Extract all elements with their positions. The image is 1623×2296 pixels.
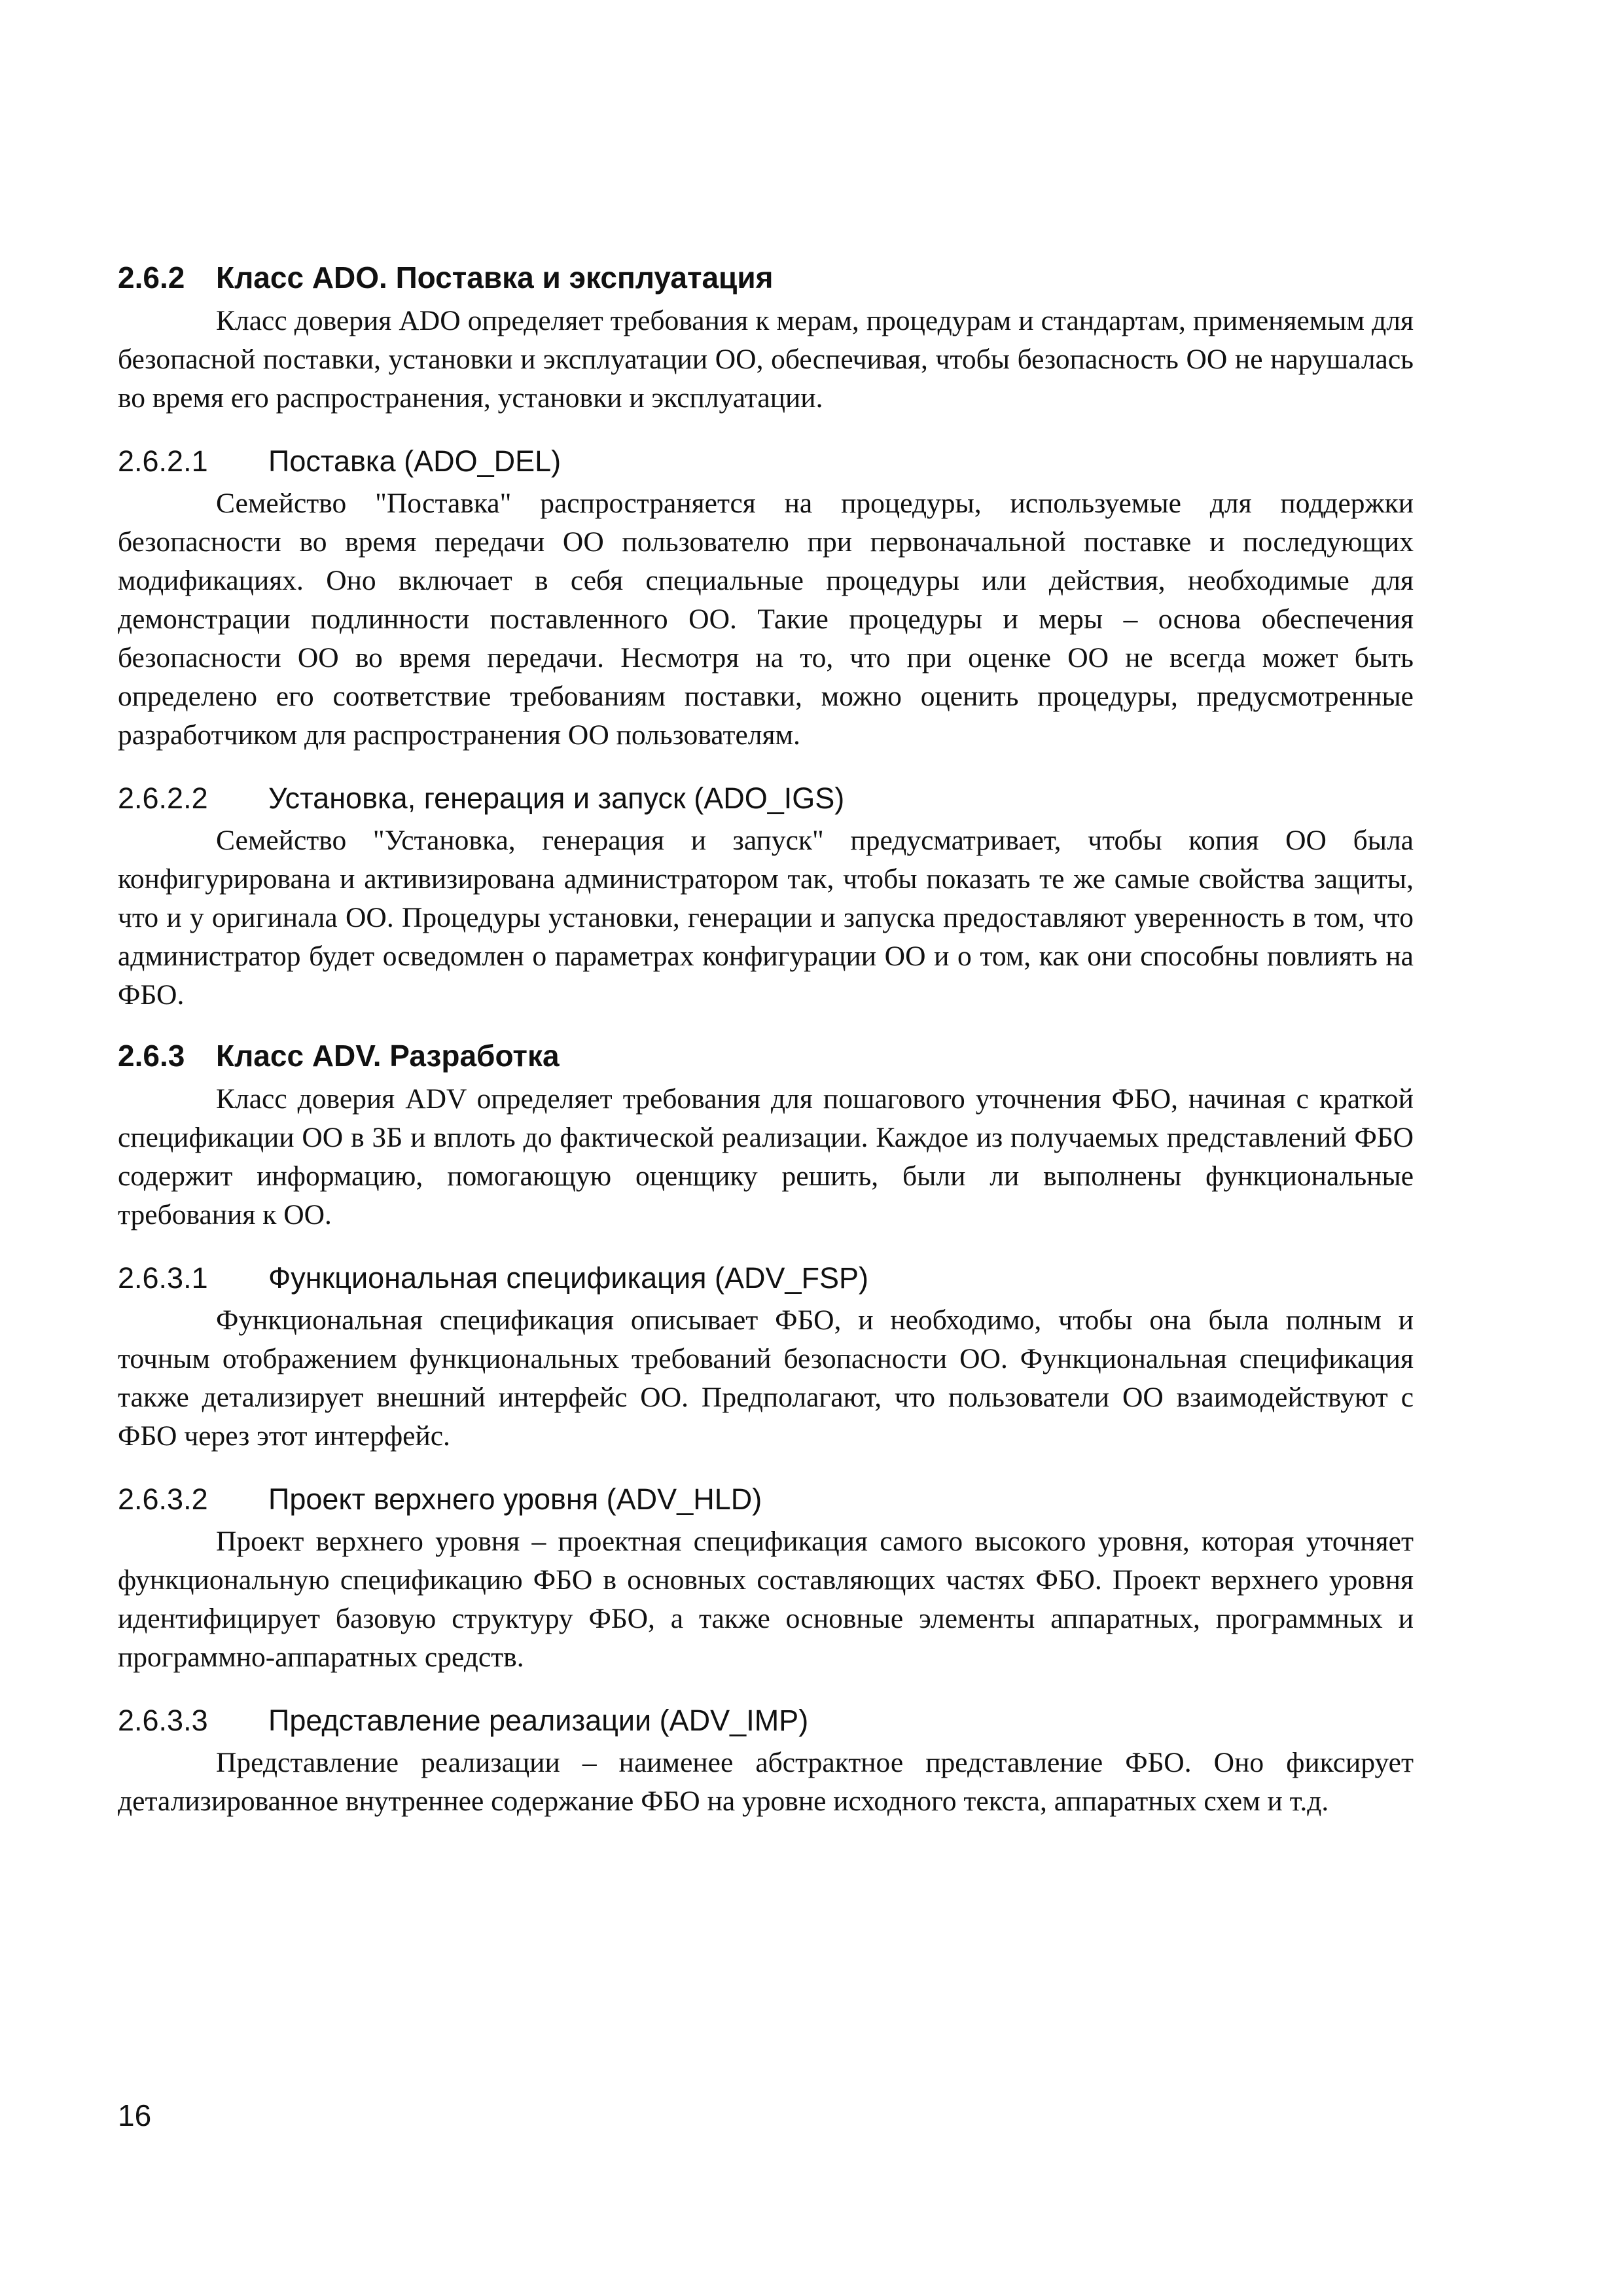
section-number: 2.6.3 (118, 1039, 185, 1073)
section-number: 2.6.2 (118, 260, 185, 295)
subsection-title: Представление реализации (ADV_IMP) (268, 1704, 809, 1737)
section-title: Класс ADO. Поставка и эксплуатация (216, 260, 774, 295)
subsection-heading-2-6-3-3 (118, 1702, 1414, 1740)
subsection-number: 2.6.2.1 (118, 444, 208, 478)
subsection-title: Установка, генерация и запуск (ADO_IGS) (268, 781, 845, 815)
subsection-paragraph-2-6-2-1: Семейство "Поставка" распространяется на процедуры, используемые для поддержки безопасности во время передачи ОО пользователю при первоначальной поставке и последующих модификациях. Оно включает в себя специальные процедуры или действия, необходимые для демонстрации подлинности поставленного ОО. Такие процедуры и меры – основа обеспечения безопасности ОО во время передачи. Несмотря на то, что при оценке ОО не всегда может быть определено его соответствие требованиям поставки, можно оценить процедуры, предусмотренные разработчиком для распространения ОО пользователям. (118, 488, 1414, 751)
subsection-paragraph-2-6-2-2: Семейство "Установка, генерация и запуск" предусматривает, чтобы копия ОО была конфигурирована и активизирована администратором так, чтобы показать те же самые свойства защиты, что и у оригинала ОО. Процедуры установки, генерации и запуска предоставляют уверенность в том, что администратор будет осведомлен о параметрах конфигурации ОО и о том, как они способны повлиять на ФБО. (118, 825, 1414, 1011)
section-paragraph-2-6-3: Класс доверия ADV определяет требования для пошагового уточнения ФБО, начиная с краткой спецификации ОО в ЗБ и вплоть до фактической реализации. Каждое из получаемых представлений ФБО содержит информацию, помогающую оценщику решить, были ли выполнены функциональные требования к ОО. (118, 1083, 1414, 1230)
subsection-heading-2-6-2-1 (118, 442, 1414, 480)
subsection-title: Функциональная спецификация (ADV_FSP) (268, 1261, 869, 1295)
subsection-paragraph-2-6-3-1: Функциональная спецификация описывает ФБО, и необходимо, чтобы она была полным и точным отображением функциональных требований безопасности ОО. Функциональная спецификация также детализирует внешний интерфейс ОО. Предполагают, что пользователи ОО взаимодействуют с ФБО через этот интерфейс. (118, 1304, 1414, 1452)
subsection-number: 2.6.2.2 (118, 781, 208, 815)
subsection-heading-2-6-2-2 (118, 780, 1414, 817)
subsection-number: 2.6.3.2 (118, 1482, 208, 1516)
subsection-title: Поставка (ADO_DEL) (268, 444, 562, 478)
section-heading-2-6-2 (118, 259, 1414, 296)
section-heading-2-6-3 (118, 1037, 1414, 1075)
document-page (118, 259, 1414, 1821)
section-title: Класс ADV. Разработка (216, 1039, 560, 1073)
subsection-number: 2.6.3.1 (118, 1261, 208, 1295)
subsection-paragraph-2-6-3-3: Представление реализации – наименее абстрактное представление ФБО. Оно фиксирует детализированное внутреннее содержание ФБО на уровне исходного текста, аппаратных схем и т.д. (118, 1747, 1414, 1817)
subsection-heading-2-6-3-2 (118, 1480, 1414, 1518)
subsection-paragraph-2-6-3-2: Проект верхнего уровня – проектная спецификация самого высокого уровня, которая уточняет функциональную спецификацию ФБО в основных составляющих частях ФБО. Проект верхнего уровня идентифицирует базовую структуру ФБО, а также основные элементы аппаратных, программных и программно-аппаратных средств. (118, 1526, 1414, 1673)
section-paragraph-2-6-2: Класс доверия ADO определяет требования к мерам, процедурам и стандартам, применяемым для безопасной поставки, установки и эксплуатации ОО, обеспечивая, чтобы безопасность ОО не нарушалась во время его распространения, установки и эксплуатации. (118, 305, 1414, 414)
subsection-title: Проект верхнего уровня (ADV_HLD) (268, 1482, 762, 1516)
subsection-heading-2-6-3-1 (118, 1259, 1414, 1297)
page-number: 16 (118, 2098, 152, 2132)
subsection-number: 2.6.3.3 (118, 1704, 208, 1737)
